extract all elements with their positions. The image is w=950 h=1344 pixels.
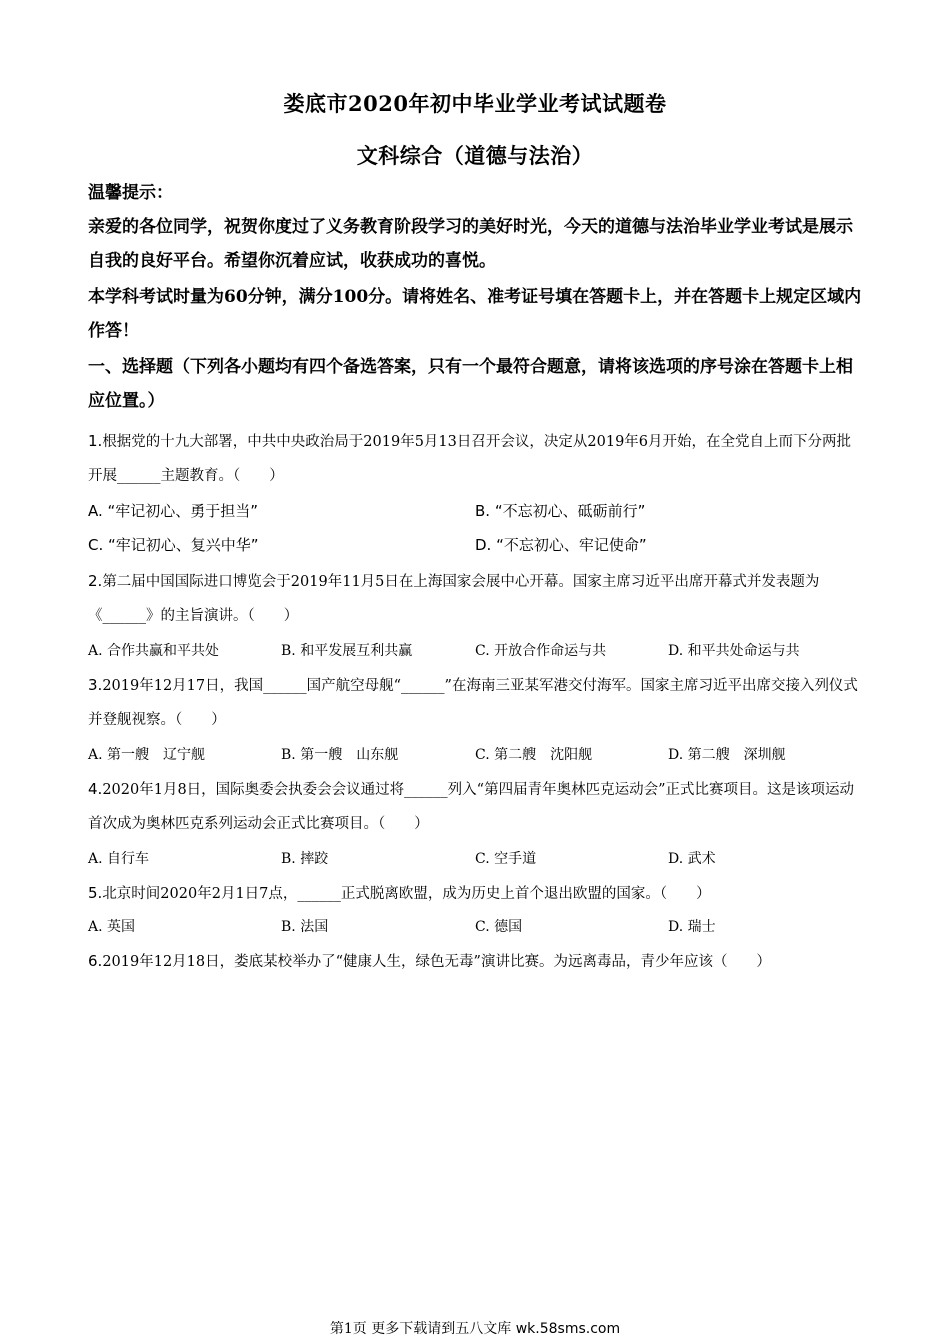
question-text: 根据党的十九大部署，中共中央政治局于2019年5月13日召开会议，决定从2019年6月开始，在全党自上而下分两批开展______主题教育。（ ） (88, 434, 852, 484)
option-d: D. “不忘初心、牢记使命” (475, 536, 647, 554)
options-row (88, 528, 863, 562)
question-text: 第二届中国国际进口博览会于2019年11月5日在上海国家会展中心开幕。国家主席习近平出席开幕式并发表题为《______》的主旨演讲。（ ） (88, 574, 820, 624)
option-c: C. 德国 (475, 919, 523, 935)
question-text: 2019年12月18日，娄底某校举办了“健康人生，绿色无毒”演讲比赛。为远离毒品，青少年应该（ ） (102, 954, 771, 970)
question-2 (88, 564, 863, 633)
option-b: B. 法国 (281, 919, 329, 935)
options-row (88, 910, 863, 944)
option-c: C. 第二艘 沈阳舰 (475, 747, 593, 763)
tips-paragraph-2: 本学科考试时量为60分钟，满分100分。请将姓名、准考证号填在答题卡上，并在答题卡上规定区域内作答！ (88, 287, 862, 341)
question-text: 2019年12月17日，我国______国产航空母舰“______”在海南三亚某军港交付海军。国家主席习近平出席交接入列仪式并登舰视察。（ ） (88, 678, 858, 728)
question-number: 3. (88, 676, 103, 694)
question-number: 5. (88, 884, 103, 902)
option-d: D. 武术 (668, 851, 716, 867)
option-a: A. 第一艘 辽宁舰 (88, 747, 206, 763)
options-row (88, 634, 863, 668)
question-1 (88, 424, 863, 493)
tips-label: 温馨提示： (88, 183, 173, 203)
question-6 (88, 944, 863, 979)
question-4 (88, 772, 863, 841)
page-title: 娄底市2020年初中毕业学业考试试题卷 (283, 91, 667, 116)
option-c: C. 空手道 (475, 851, 537, 867)
option-b: B. 和平发展互利共赢 (281, 643, 413, 659)
option-d: D. 和平共处命运与共 (668, 643, 800, 659)
question-number: 4. (88, 780, 103, 798)
option-a: A. “牢记初心、勇于担当” (88, 502, 259, 520)
option-a: A. 英国 (88, 919, 136, 935)
question-text: 2020年1月8日，国际奥委会执委会会议通过将______列入“第四届青年奥林匹克运动会”正式比赛项目。这是该项运动首次成为奥林匹克系列运动会正式比赛项目。（ ） (88, 782, 854, 832)
option-a: A. 自行车 (88, 851, 150, 867)
question-text: 北京时间2020年2月1日7点，______正式脱离欧盟，成为历史上首个退出欧盟的国家。（ ） (102, 886, 711, 902)
option-a: A. 合作共赢和平共处 (88, 643, 220, 659)
option-c: C. 开放合作命运与共 (475, 643, 607, 659)
option-b: B. “不忘初心、砥砺前行” (475, 502, 646, 520)
option-d: D. 第二艘 深圳舰 (668, 747, 786, 763)
options-row (88, 738, 863, 772)
option-b: B. 摔跤 (281, 851, 329, 867)
page-subtitle: 文科综合（道德与法治） (356, 143, 594, 168)
question-number: 1. (88, 432, 103, 450)
question-5 (88, 876, 863, 911)
option-d: D. 瑞士 (668, 919, 716, 935)
option-c: C. “牢记初心、复兴中华” (88, 536, 259, 554)
section-heading: 一、选择题（下列各小题均有四个备选答案，只有一个最符合题意，请将该选项的序号涂在答题卡上相应位置。） (88, 357, 853, 411)
options-row (88, 842, 863, 876)
page-footer (0, 1318, 950, 1338)
options-row (88, 494, 863, 528)
footer-page-label: 第1页 更多下载请到五八文库 (329, 1321, 512, 1337)
question-3 (88, 668, 863, 737)
question-number: 2. (88, 572, 103, 590)
footer-site-link[interactable]: wk.58sms.com (515, 1321, 621, 1337)
question-number: 6. (88, 952, 103, 970)
tips-paragraph-1: 亲爱的各位同学，祝贺你度过了义务教育阶段学习的美好时光，今天的道德与法治毕业学业考试是展示自我的良好平台。希望你沉着应试，收获成功的喜悦。 (88, 217, 853, 271)
option-b: B. 第一艘 山东舰 (281, 747, 399, 763)
